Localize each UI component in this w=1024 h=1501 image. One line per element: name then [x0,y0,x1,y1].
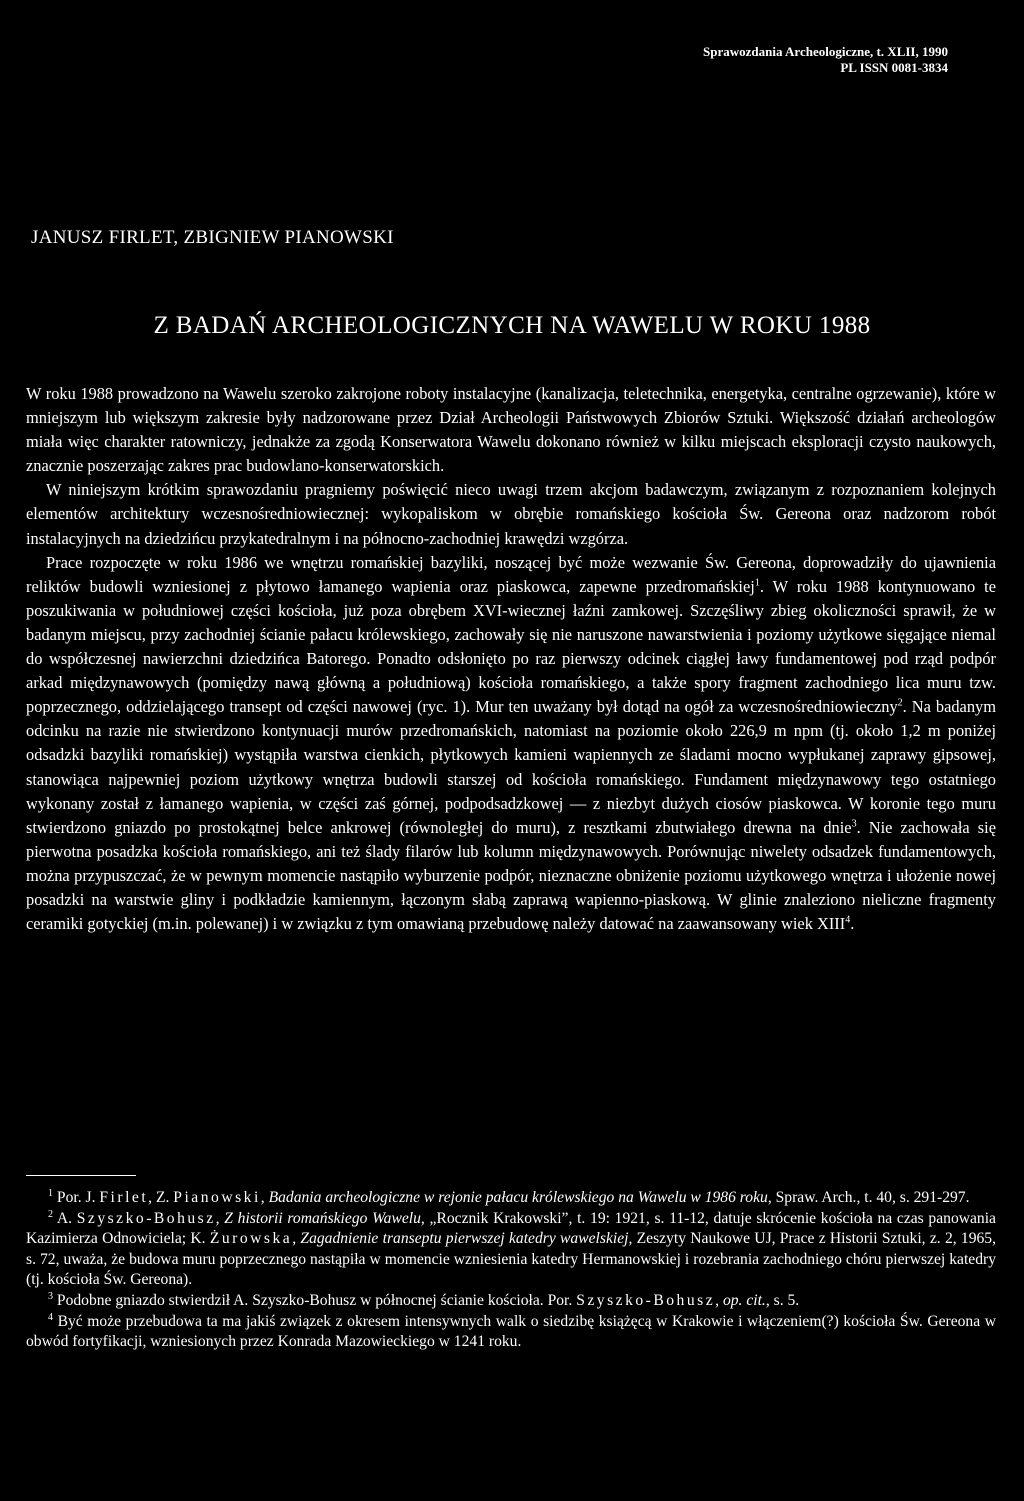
footnotes [26,1188,996,1353]
cited-title: Zagadnienie transeptu pierwszej katedry wawelskiej [300,1230,629,1248]
footnote [26,1188,996,1209]
footnote-text: , „Rocznik Krakowski”, t. 19: 1921, s. 11-12, datuje skrócenie kościoła na czas panowania Kazimierza Odnowiciela; K. [26,1209,996,1248]
footnote [26,1291,996,1312]
footnote-text: , Spraw. Arch., t. 40, s. 291-297. [767,1189,970,1206]
paragraph [26,551,996,937]
footnote-ref: 2 [897,697,903,709]
paragraph-text: . W roku 1988 kontynuowano te poszukiwania w południowej części kościoła, już poza obrębem XVI-wiecznej łaźni zamkowej. Szczęśliwy zbieg okoliczności sprawił, że w badanym miejscu, przy zachodniej ścianie pałacu królewskiego, zachowały się nie naruszone nawarstwienia i poziomy użytkowe sięgające niemal do współczesnej nawierzchni dziedzińca Batorego. Ponadto odsłonięto po raz pierwszy odcinek ciągłej ławy fundamentowej pod rząd podpór arkad międzynawowych (pomiędzy nawą główną a południową) kościoła romańskiego, a także spory fragment zachodniego lica muru tzw. poprzecznego, oddzielającego transept od części nawowej (ryc. 1). Mur ten uważany był dotąd na ogół za wczesnośredniowieczny [26,576,996,717]
footnote-text: , Zeszyty Naukowe UJ, Prace z Historii Sztuki, z. 2, 1965, s. 72, uważa, że budowa muru poprzecznego nastąpiła w momencie wzniesienia katedry Hermanowskiej i rozebrania zachodniego chóru pierwszej katedry (tj. kościoła Św. Gereona). [26,1230,996,1289]
cited-title: Z historii romańskiego Wawelu [224,1209,421,1227]
footnote-text: Podobne gniazdo stwierdził A. Szyszko-Bohusz w północnej ścianie kościoła. Por. [53,1291,577,1309]
author-name: Firlet [99,1189,149,1206]
journal-citation: Sprawozdania Archeologiczne, t. XLII, 1990 [703,44,948,59]
paragraph-text: . [850,914,855,934]
paragraph: W niniejszym krótkim sprawozdaniu pragniemy poświęcić nieco uwagi trzem akcjom badawczym, związanym z rozpoznaniem kolejnych elementów architektury wczesnośredniowiecznej: wykopaliskom w obrębie romańskiego kościoła Św. Gereona oraz nadzorom robót instalacyjnych na dziedzińcu przykatedralnym i na północno-zachodniej krawędzi wzgórza. [26,480,996,548]
cited-title: Badania archeologiczne w rejonie pałacu królewskiego na Wawelu w 1986 roku [268,1189,768,1206]
footnote-ref: 3 [851,818,857,830]
journal-header [703,44,948,76]
footnote-text: A. [53,1209,77,1227]
footnote-number: 4 [48,1311,53,1323]
paragraph-text: Prace rozpoczęte w roku 1986 we wnętrzu romańskiej bazyliki, noszącej być może wezwanie Św. Gereona, doprowadziły do ujawnienia reliktów budowli wzniesionej z płytowo łamanego wapienia oraz piaskowca, zapewne przedromańskiej [26,552,996,596]
footnote-text: , s. 5. [765,1291,800,1309]
footnote-number: 1 [48,1187,53,1199]
cited-title: op. cit. [722,1291,766,1309]
footnote-number: 2 [48,1208,53,1220]
footnote-text: , Z. [148,1189,174,1206]
footnote-text: , [715,1291,723,1309]
article-title: Z BADAŃ ARCHEOLOGICZNYCH NA WAWELU W ROKU 1988 [153,312,871,339]
issn: PL ISSN 0081-3834 [840,60,948,75]
author-name: Żurowska [209,1230,293,1248]
footnote-text: Być może przebudowa ta ma jakiś związek z okresem intensywnych walk o siedzibę książęcą w Krakowie i włączeniem(?) kościoła Św. Gereona w obwód fortyfikacji, wzniesionych przez Konrada Mazowieckiego w 1241 roku. [26,1312,996,1351]
paragraph: W roku 1988 prowadzono na Wawelu szeroko zakrojone roboty instalacyjne (kanalizacja, teletechnika, energetyka, centralne ogrzewanie), które w mniejszym lub większym zakresie były nadzorowane przez Dział Archeologii Państwowych Zbiorów Sztuki. Większość działań archeologów miała więc charakter ratowniczy, jednakże za zgodą Konserwatora Wawelu dokonano również w kilku miejscach eksploracji czysto naukowych, znacznie poszerzając zakres prac budowlano-konserwatorskich. [26,384,996,476]
article-authors: JANUSZ FIRLET, ZBIGNIEW PIANOWSKI [31,227,394,248]
author-name: Pianowski [173,1189,261,1206]
footnote-text: , [215,1209,225,1227]
footnote-text: , [292,1230,301,1248]
footnote-text: , [260,1189,269,1206]
footnote-ref: 1 [754,577,760,589]
paragraph-text: . Nie zachowała się pierwotna posadzka kościoła romańskiego, ani też ślady filarów lub kolumn międzynawowych. Porównując niwelety odsadzek fundamentowych, można przypuszczać, że w pewnym momencie nastąpiło wyburzenie podpór, nieznaczne obniżenie poziomu użytkowego wnętrza i ułożenie nowej posadzki na warstwie gliny i podkładzie kamiennym, łączonym słabą zaprawą wapienno-piaskową. W glinie znaleziono nieliczne fragmenty ceramiki gotyckiej (m.in. polewanej) i w związku z tym omawianą przebudowę należy datować na zaawansowany wiek XIII [26,817,996,934]
author-name: Szyszko-Bohusz [576,1291,716,1309]
author-name: Szyszko-Bohusz [76,1209,216,1227]
paragraph-text: . Na badanym odcinku na razie nie stwierdzono kontynuacji murów przedromańskich, natomiast na poziomie około 226,9 m npm (tj. około 1,2 m poniżej odsadzki bazyliki romańskiej) wystąpiła warstwa cienkich, płytkowych kamieni wapiennych ze śladami mocno wypłukanej zaprawy gipsowej, stanowiąca najpewniej poziom użytkowy wnętrza budowli starszej od kościoła romańskiego. Fundament międzynawowy tego ostatniego wykonany został z łamanego wapienia, w części zaś górnej, podpodsadzkowej — z niezbyt dużych ciosów piaskowca. W koronie tego muru stwierdzono gniazdo po prostokątnej belce ankrowej (równoległej do muru), z resztkami zbutwiałego drewna na dnie [26,697,996,837]
footnote [26,1209,996,1291]
footnote-divider [26,1175,136,1176]
article-body [26,382,996,936]
footnote-ref: 4 [845,914,851,926]
footnote-text: Por. J. [53,1189,100,1206]
footnote-number: 3 [48,1290,53,1302]
footnote [26,1312,996,1353]
